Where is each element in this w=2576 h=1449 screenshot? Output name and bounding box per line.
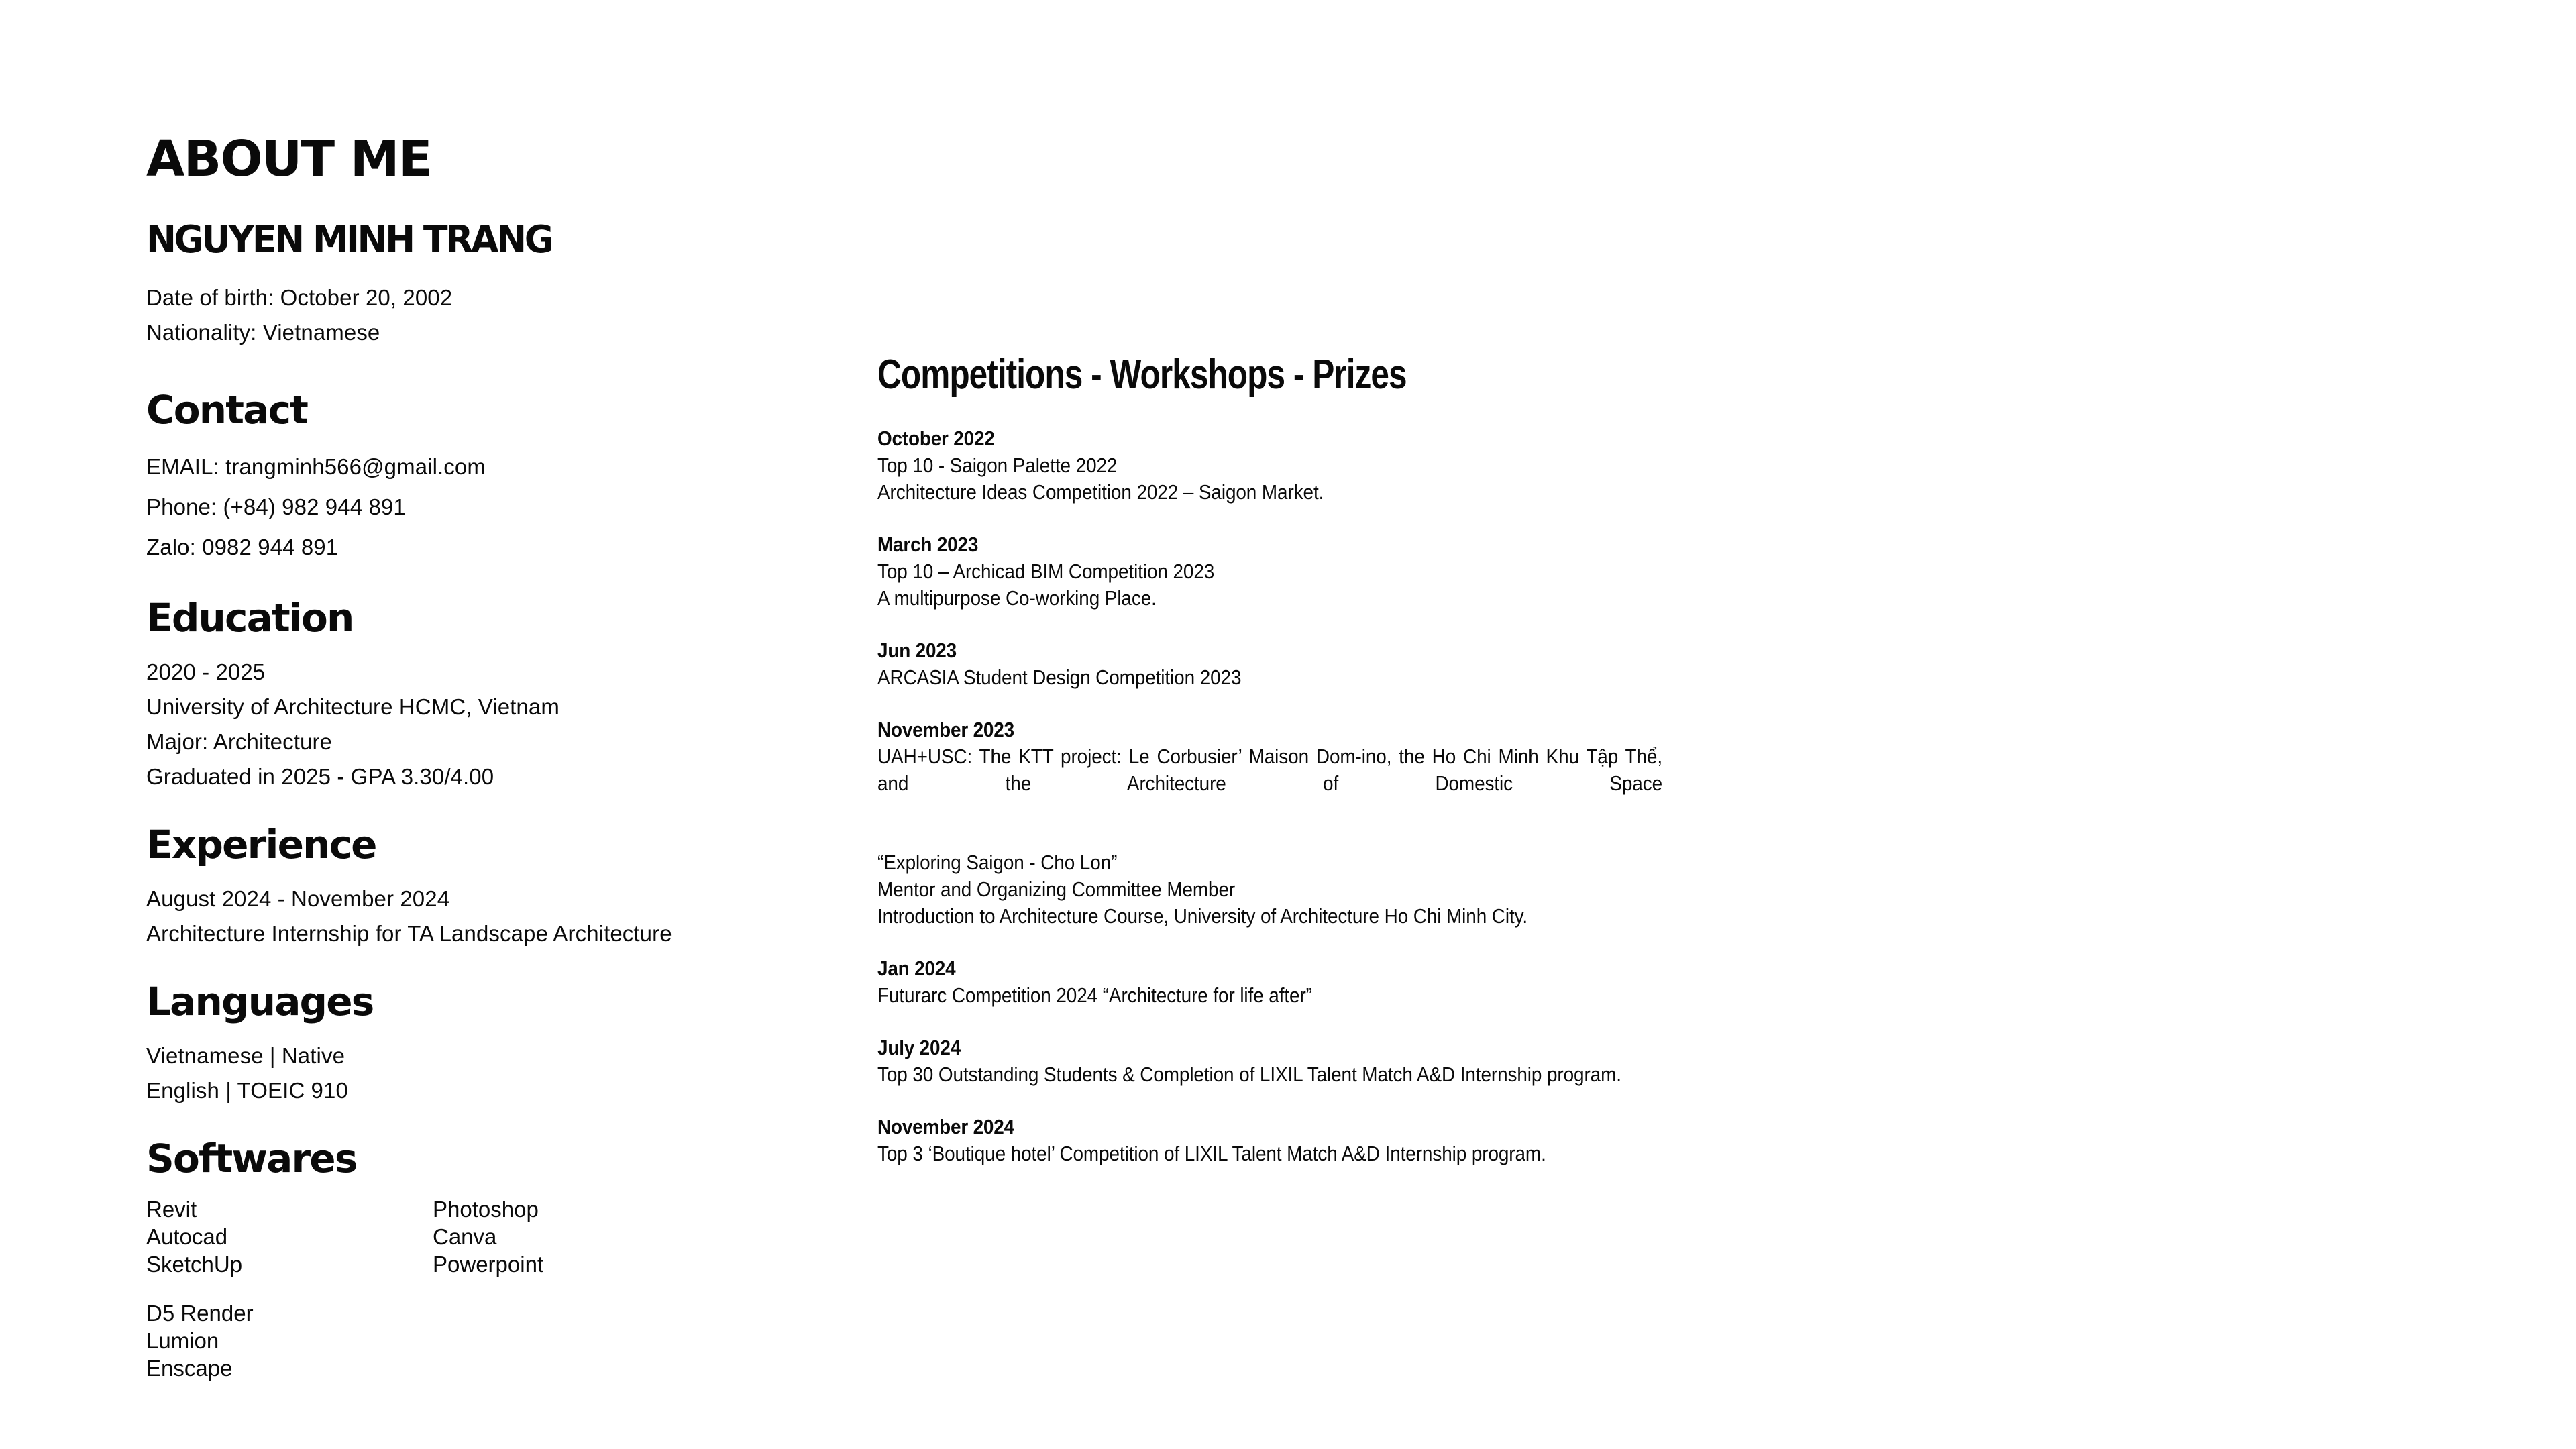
nationality: Nationality: Vietnamese [146, 320, 380, 345]
personal-details [146, 280, 810, 350]
softwares-section [146, 1136, 810, 1382]
competition-entry [877, 1114, 1662, 1167]
education-years: 2020 - 2025 [146, 659, 266, 684]
software-item: Powerpoint [433, 1252, 544, 1277]
contact-phone[interactable]: Phone: (+84) 982 944 891 [146, 494, 406, 519]
entry-date: March 2023 [877, 533, 979, 556]
entry-date: July 2024 [877, 1036, 961, 1059]
contact-heading: Contact [146, 387, 308, 433]
software-item: Canva [433, 1224, 497, 1249]
entry-line: Futurarc Competition 2024 “Architecture for life after” [877, 983, 1312, 1007]
software-item-empty [433, 1327, 810, 1354]
competition-entry [877, 531, 1662, 612]
entry-paragraph: Top 3 ‘Boutique hotel’ Competition of LIXIL Talent Match A&D Internship program. [877, 1142, 1546, 1165]
entry-sub-title: “Exploring Saigon - Cho Lon” [877, 851, 1118, 874]
entry-line: Top 10 - Saigon Palette 2022 [877, 453, 1118, 477]
entry-line: A multipurpose Co-working Place. [877, 586, 1157, 610]
competition-entry [877, 1034, 1662, 1088]
education-school: University of Architecture HCMC, Vietnam [146, 694, 559, 719]
competition-entry [877, 716, 1662, 930]
experience-heading: Experience [146, 822, 376, 867]
competition-entry [877, 637, 1662, 691]
page-title: ABOUT ME [146, 130, 432, 188]
experience-period: August 2024 - November 2024 [146, 886, 450, 911]
entry-sub-role: Mentor and Organizing Committee Member [877, 877, 1236, 901]
right-column [877, 354, 1662, 1167]
entry-line: ARCASIA Student Design Competition 2023 [877, 665, 1242, 689]
language-item: Vietnamese | Native [146, 1043, 345, 1068]
software-item-empty [433, 1299, 810, 1327]
entry-line: Architecture Ideas Competition 2022 – Saigon Market. [877, 480, 1324, 504]
entry-paragraph: UAH+USC: The KTT project: Le Corbusier’ Maison Dom-ino, the Ho Chi Minh Khu Tập Thể, and the Architecture of Domestic Space [877, 745, 1662, 795]
education-major: Major: Architecture [146, 729, 333, 754]
competition-entry [877, 955, 1662, 1009]
softwares-group-divider [146, 1278, 810, 1299]
education-heading: Education [146, 595, 354, 641]
education-graduation: Graduated in 2025 - GPA 3.30/4.00 [146, 764, 494, 789]
entry-date: November 2024 [877, 1115, 1014, 1138]
languages-section [146, 979, 810, 1108]
entry-sub-paragraph: Introduction to Architecture Course, University of Architecture Ho Chi Minh City. [877, 904, 1528, 928]
contact-email[interactable]: EMAIL: trangminh566@gmail.com [146, 454, 486, 479]
entry-paragraph: Top 30 Outstanding Students & Completion of LIXIL Talent Match A&D Internship program. [877, 1063, 1621, 1086]
experience-role: Architecture Internship for TA Landscape Architecture [146, 921, 672, 946]
software-item: Lumion [146, 1328, 219, 1353]
software-item: Revit [146, 1197, 197, 1222]
software-item-empty [433, 1354, 810, 1382]
entry-date: November 2023 [877, 718, 1014, 741]
languages-heading: Languages [146, 979, 374, 1024]
competition-entry [877, 425, 1662, 506]
competitions-heading: Competitions - Workshops - Prizes [877, 352, 1407, 398]
software-item: SketchUp [146, 1252, 243, 1277]
language-item: English | TOEIC 910 [146, 1078, 348, 1103]
experience-section [146, 822, 810, 951]
software-item: Enscape [146, 1356, 233, 1381]
software-item: D5 Render [146, 1301, 254, 1326]
entry-subblock [877, 849, 1662, 930]
software-item: Photoshop [433, 1197, 539, 1222]
softwares-grid [146, 1195, 810, 1382]
software-item: Autocad [146, 1224, 228, 1249]
entry-line: Top 10 – Archicad BIM Competition 2023 [877, 559, 1215, 583]
date-of-birth: Date of birth: October 20, 2002 [146, 285, 453, 310]
candidate-name: NGUYEN MINH TRANG [146, 218, 552, 262]
contact-section [146, 387, 810, 568]
entry-date: Jan 2024 [877, 957, 956, 980]
left-column [146, 130, 810, 1405]
education-section [146, 595, 810, 794]
entry-date: October 2022 [877, 427, 995, 450]
entry-date: Jun 2023 [877, 639, 957, 662]
contact-zalo[interactable]: Zalo: 0982 944 891 [146, 535, 339, 559]
softwares-heading: Softwares [146, 1136, 357, 1181]
